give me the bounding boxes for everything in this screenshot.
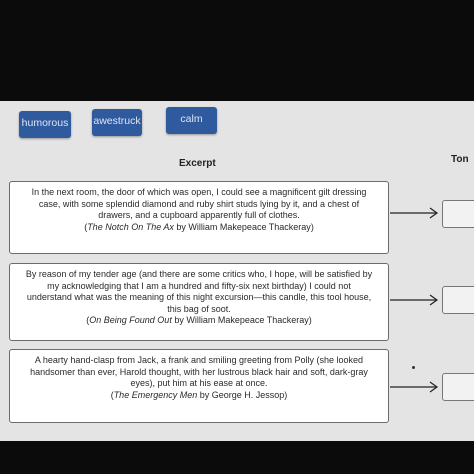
source-title: The Notch On The Ax <box>87 221 174 232</box>
tone-drop-target[interactable] <box>442 200 474 228</box>
source-author: by George H. Jessop <box>199 389 285 400</box>
excerpt-line: handsomer than ever, Harold thought, with her lustrous black hair and soft, dark-gray <box>30 366 368 377</box>
excerpt-line: drawers, and a cupboard apparently full of clothes. <box>98 210 300 220</box>
source-author: by William Makepeace Thackeray <box>174 315 309 325</box>
arrow-right-icon <box>390 294 440 306</box>
source-title: On Being Found Out <box>89 315 172 325</box>
source-title: The Emergency Men <box>113 389 198 400</box>
excerpt-box <box>9 263 389 341</box>
excerpt-line: understand what was the meaning of this night excursion—this candle, this tool house, <box>26 292 372 302</box>
excerpt-box <box>9 181 389 254</box>
excerpt-line: case, with some splendid diamond and ruby shirt studs lying by it, and a chest of <box>38 198 360 209</box>
tile-awestruck[interactable]: awestruck <box>92 109 142 136</box>
excerpt-line: eyes), put him at his ease at once. <box>130 378 268 388</box>
excerpt-source: (The Notch On The Ax by William Makepeace Thackeray) <box>84 221 314 232</box>
tile-calm[interactable]: calm <box>166 107 217 134</box>
excerpt-source: (The Emergency Men by George H. Jessop) <box>110 389 288 400</box>
source-author: by William Makepeace Thackeray <box>176 221 311 232</box>
excerpt-line: By reason of my tender age (and there are some critics who, I hope, will be satisfied by <box>25 269 373 279</box>
stray-dot <box>412 366 415 369</box>
excerpt-line: A hearty hand-clasp from Jack, a frank and smiling greeting from Polly (she looked <box>34 355 364 365</box>
excerpt-box <box>9 349 389 423</box>
tone-drop-target[interactable] <box>442 286 474 314</box>
excerpt-line: my acknowledging that I am a hundred and fifty-six next birthday) I could not <box>47 280 351 291</box>
excerpt-line: In the next room, the door of which was open, I could see a magnificent gilt dressing <box>31 187 367 197</box>
matching-panel <box>0 101 474 441</box>
arrow-right-icon <box>390 381 440 393</box>
excerpt-line: this bag of soot. <box>167 303 231 314</box>
excerpt-source: (On Being Found Out by William Makepeace Thackeray) <box>86 315 312 325</box>
tone-column-header: Ton <box>451 154 469 165</box>
tone-drop-target[interactable] <box>442 373 474 401</box>
arrow-right-icon <box>390 207 440 219</box>
tile-humorous[interactable]: humorous <box>19 111 71 138</box>
excerpt-column-header: Excerpt <box>179 158 216 169</box>
